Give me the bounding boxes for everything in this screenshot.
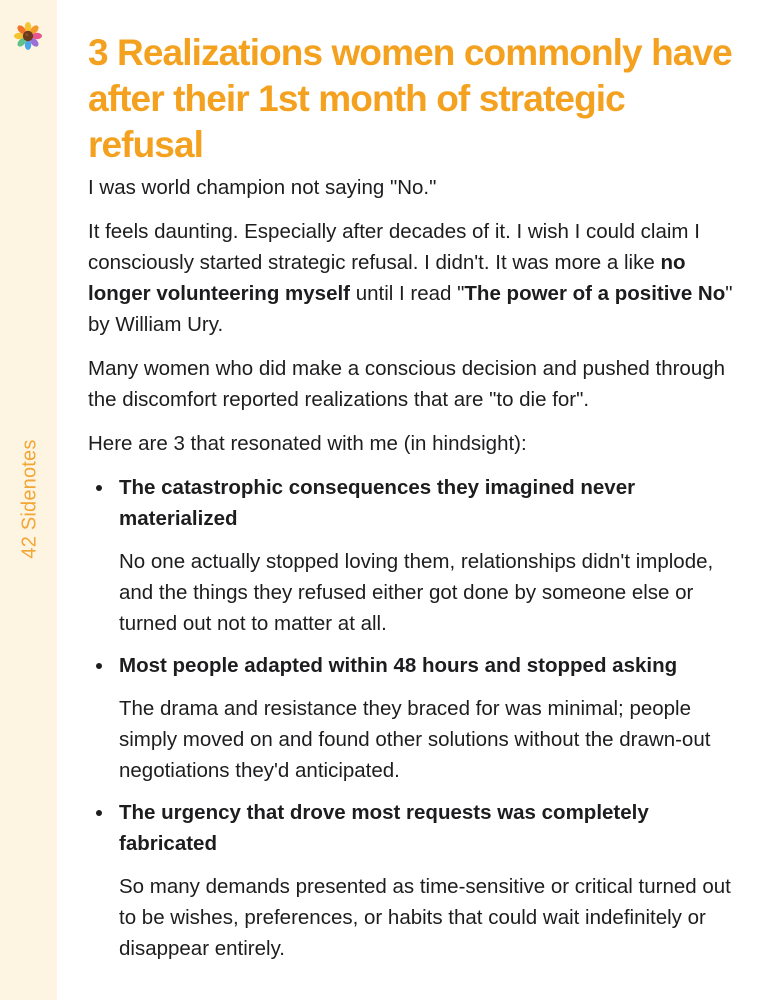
- list-item: [119, 797, 740, 964]
- book-title: The power of a positive No: [464, 282, 726, 305]
- realization-title: The urgency that drove most requests was completely fabricated: [119, 801, 649, 855]
- sunflower-icon: [14, 22, 42, 50]
- paragraph-text: It feels daunting. Especially after decades of it. I wish I could claim I consciously started strategic refusal. I didn't. It was more a like: [88, 220, 700, 274]
- realization-title: Most people adapted within 48 hours and stopped asking: [119, 654, 678, 677]
- realization-body: The drama and resistance they braced for was minimal; people simply moved on and found other solutions without the drawn-out negotiations they'd anticipated.: [119, 697, 711, 782]
- paragraph-conscious-decision: Many women who did make a conscious decision and pushed through the discomfort reported realizations that are "to die for".: [88, 357, 726, 411]
- emphasis-text: no longer volunteering myself: [88, 251, 686, 305]
- list-intro: Here are 3 that resonated with me (in hindsight):: [88, 432, 527, 455]
- realization-body: No one actually stopped loving them, relationships didn't implode, and the things they refused either got done by someone else or turned out not to matter at all.: [119, 550, 714, 635]
- article-title: 3 Realizations women commonly have after their 1st month of strategic refusal: [88, 32, 732, 165]
- realization-body: So many demands presented as time-sensitive or critical turned out to be wishes, preferences, or habits that could wait indefinitely or disappear entirely.: [119, 875, 731, 960]
- realization-title: The catastrophic consequences they imagined never materialized: [119, 476, 636, 530]
- realizations-list: [88, 472, 740, 964]
- article: [88, 30, 740, 975]
- list-item: [119, 472, 740, 639]
- list-item: [119, 650, 740, 786]
- paragraph-strategic-refusal: [88, 216, 740, 340]
- intro-paragraph: I was world champion not saying "No.": [88, 176, 437, 199]
- paragraph-text: " by William Ury.: [88, 282, 733, 336]
- sidebar: [0, 0, 57, 1000]
- paragraph-text: until I read ": [350, 282, 465, 305]
- sidebar-brand-label: 42 Sidenotes: [18, 439, 41, 559]
